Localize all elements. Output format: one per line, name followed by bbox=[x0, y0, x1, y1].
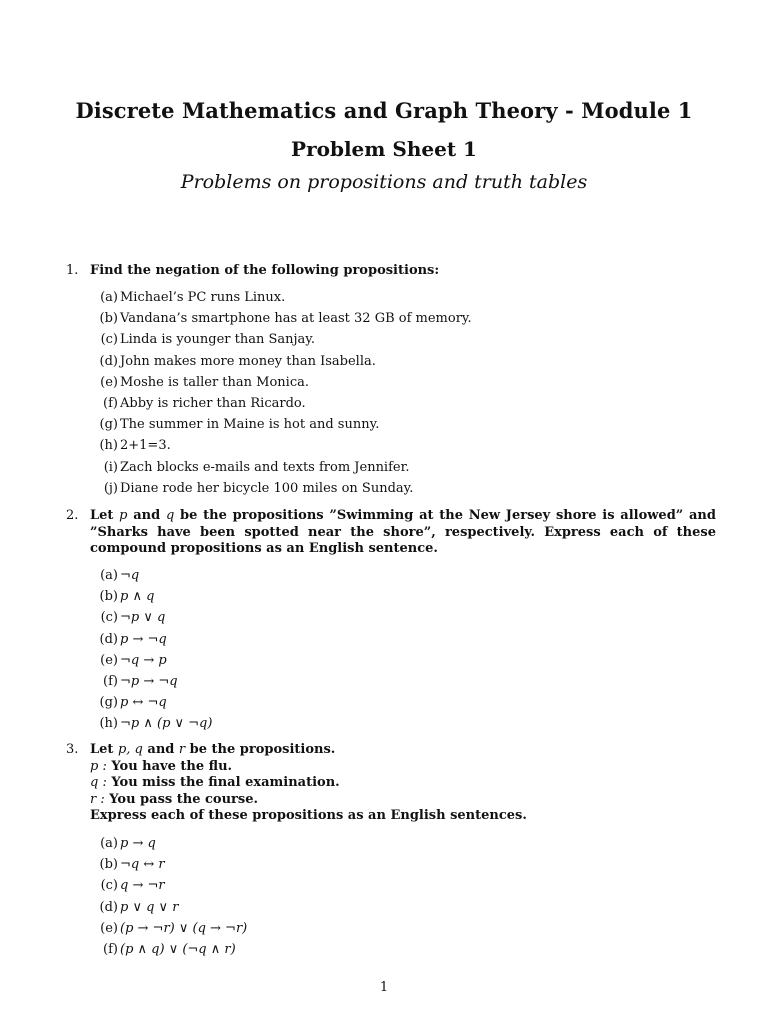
list-item bbox=[94, 568, 594, 589]
math-variable: p bbox=[119, 508, 128, 523]
problem-1 bbox=[66, 263, 716, 280]
item-formula: p ∨ q ∨ r bbox=[120, 899, 179, 915]
item-formula: q → ¬r bbox=[120, 878, 165, 894]
item-label: (g) bbox=[99, 695, 118, 711]
list-item bbox=[94, 311, 594, 332]
definition-r bbox=[90, 792, 716, 809]
item-formula: ¬q bbox=[120, 568, 140, 583]
list-item bbox=[94, 375, 594, 396]
math-variable: q bbox=[165, 508, 175, 523]
math-variable: q : bbox=[90, 775, 107, 790]
problem-2 bbox=[66, 508, 716, 558]
item-text: Diane rode her bicycle 100 miles on Sunday. bbox=[120, 480, 414, 496]
item-text: Zach blocks e-mails and texts from Jennifer. bbox=[120, 459, 410, 475]
item-formula: (p ∧ q) ∨ (¬q ∧ r) bbox=[120, 941, 236, 957]
item-label: (h) bbox=[99, 716, 118, 732]
item-formula: (p → ¬r) ∨ (q → ¬r) bbox=[120, 920, 248, 936]
problem-3 bbox=[66, 742, 716, 825]
item-text: Abby is richer than Ricardo. bbox=[120, 395, 306, 411]
list-item bbox=[94, 417, 594, 438]
item-label: (b) bbox=[99, 589, 118, 605]
statement-text: Let bbox=[90, 508, 120, 523]
item-label: (g) bbox=[99, 417, 118, 433]
item-formula: p → ¬q bbox=[120, 631, 167, 647]
item-label: (a) bbox=[100, 568, 118, 583]
definition-text: You have the flu. bbox=[106, 758, 233, 774]
item-label: (c) bbox=[100, 878, 118, 894]
problem-statement: Find the negation of the following propositions: bbox=[90, 263, 440, 278]
item-formula: p ∧ q bbox=[120, 589, 155, 605]
list-item bbox=[94, 716, 594, 737]
statement-text: and bbox=[127, 508, 166, 523]
item-text: Vandana’s smartphone has at least 32 GB of memory. bbox=[120, 311, 472, 327]
list-item bbox=[94, 354, 594, 375]
item-text: 2+1=3. bbox=[120, 438, 171, 454]
list-item bbox=[94, 836, 594, 857]
item-label: (j) bbox=[103, 480, 118, 496]
problem-statement bbox=[90, 508, 716, 558]
list-item bbox=[94, 857, 594, 878]
item-label: (f) bbox=[103, 673, 118, 689]
item-label: (d) bbox=[99, 353, 118, 369]
list-item bbox=[94, 481, 594, 502]
item-label: (f) bbox=[103, 395, 118, 411]
list-item bbox=[94, 290, 594, 311]
list-item bbox=[94, 674, 594, 695]
definition-q bbox=[90, 775, 716, 792]
definition-p bbox=[90, 759, 716, 776]
problem-statement bbox=[90, 742, 716, 825]
item-label: (i) bbox=[103, 459, 118, 475]
list-item bbox=[94, 438, 594, 459]
problem-sheet-title: Problem Sheet 1 bbox=[291, 137, 477, 161]
item-text: Moshe is taller than Monica. bbox=[120, 374, 309, 390]
item-formula: ¬q ↔ r bbox=[120, 857, 165, 873]
page-number: 1 bbox=[379, 980, 389, 995]
problem-3-items bbox=[94, 836, 594, 963]
item-text: Linda is younger than Sanjay. bbox=[120, 332, 316, 348]
definition-text: You miss the final examination. bbox=[106, 775, 340, 790]
list-item bbox=[94, 396, 594, 417]
item-label: (a) bbox=[100, 836, 118, 851]
math-variable: r bbox=[178, 742, 186, 757]
item-label: (b) bbox=[99, 857, 118, 873]
list-item bbox=[94, 942, 594, 963]
list-item bbox=[94, 921, 594, 942]
item-text: Michael’s PC runs Linux. bbox=[120, 290, 286, 305]
list-item bbox=[94, 900, 594, 921]
problem-number: 3. bbox=[66, 742, 79, 757]
item-label: (h) bbox=[99, 438, 118, 454]
problem-1-items bbox=[94, 290, 594, 502]
item-text: The summer in Maine is hot and sunny. bbox=[120, 417, 380, 433]
item-label: (f) bbox=[103, 941, 118, 957]
item-formula: ¬p ∨ q bbox=[120, 610, 166, 626]
problem-sheet-tagline: Problems on propositions and truth tables bbox=[180, 171, 588, 193]
item-text: John makes more money than Isabella. bbox=[120, 353, 376, 369]
item-label: (d) bbox=[99, 899, 118, 915]
item-label: (e) bbox=[100, 374, 118, 390]
math-variable: p : bbox=[90, 758, 107, 774]
list-item bbox=[94, 332, 594, 353]
math-variable: r : bbox=[90, 791, 105, 807]
item-formula: p → q bbox=[120, 836, 156, 851]
list-item bbox=[94, 610, 594, 631]
item-formula: ¬p → ¬q bbox=[120, 673, 178, 689]
statement-text: and bbox=[142, 742, 179, 757]
list-item bbox=[94, 460, 594, 481]
list-item bbox=[94, 653, 594, 674]
item-label: (b) bbox=[99, 311, 118, 327]
statement-closing: Express each of these propositions as an English sentences. bbox=[90, 808, 527, 823]
document-title: Discrete Mathematics and Graph Theory - Module 1 bbox=[75, 98, 693, 123]
statement-text: Let bbox=[90, 742, 118, 757]
statement-text: be the propositions. bbox=[185, 742, 336, 757]
item-label: (e) bbox=[100, 652, 118, 668]
item-label: (d) bbox=[99, 631, 118, 647]
item-formula: ¬q → p bbox=[120, 652, 167, 668]
problem-number: 1. bbox=[66, 263, 79, 278]
statement-text: be the propositions ”Swimming at the New Jersey shore is allowed” and ”Sharks have been spotted near the shore”, respectively. Express each of these compound propositions as an English sentence. bbox=[90, 508, 716, 556]
list-item bbox=[94, 589, 594, 610]
problem-number: 2. bbox=[66, 508, 79, 523]
definition-text: You pass the course. bbox=[104, 791, 258, 807]
item-label: (c) bbox=[100, 332, 118, 348]
item-formula: ¬p ∧ (p ∨ ¬q) bbox=[120, 716, 213, 732]
item-formula: p ↔ ¬q bbox=[120, 695, 167, 711]
list-item bbox=[94, 695, 594, 716]
item-label: (e) bbox=[100, 920, 118, 936]
list-item bbox=[94, 878, 594, 899]
item-label: (a) bbox=[100, 290, 118, 305]
list-item bbox=[94, 632, 594, 653]
math-variable: p, q bbox=[117, 742, 143, 757]
problem-2-items bbox=[94, 568, 594, 738]
item-label: (c) bbox=[100, 610, 118, 626]
statement-line bbox=[90, 742, 716, 759]
